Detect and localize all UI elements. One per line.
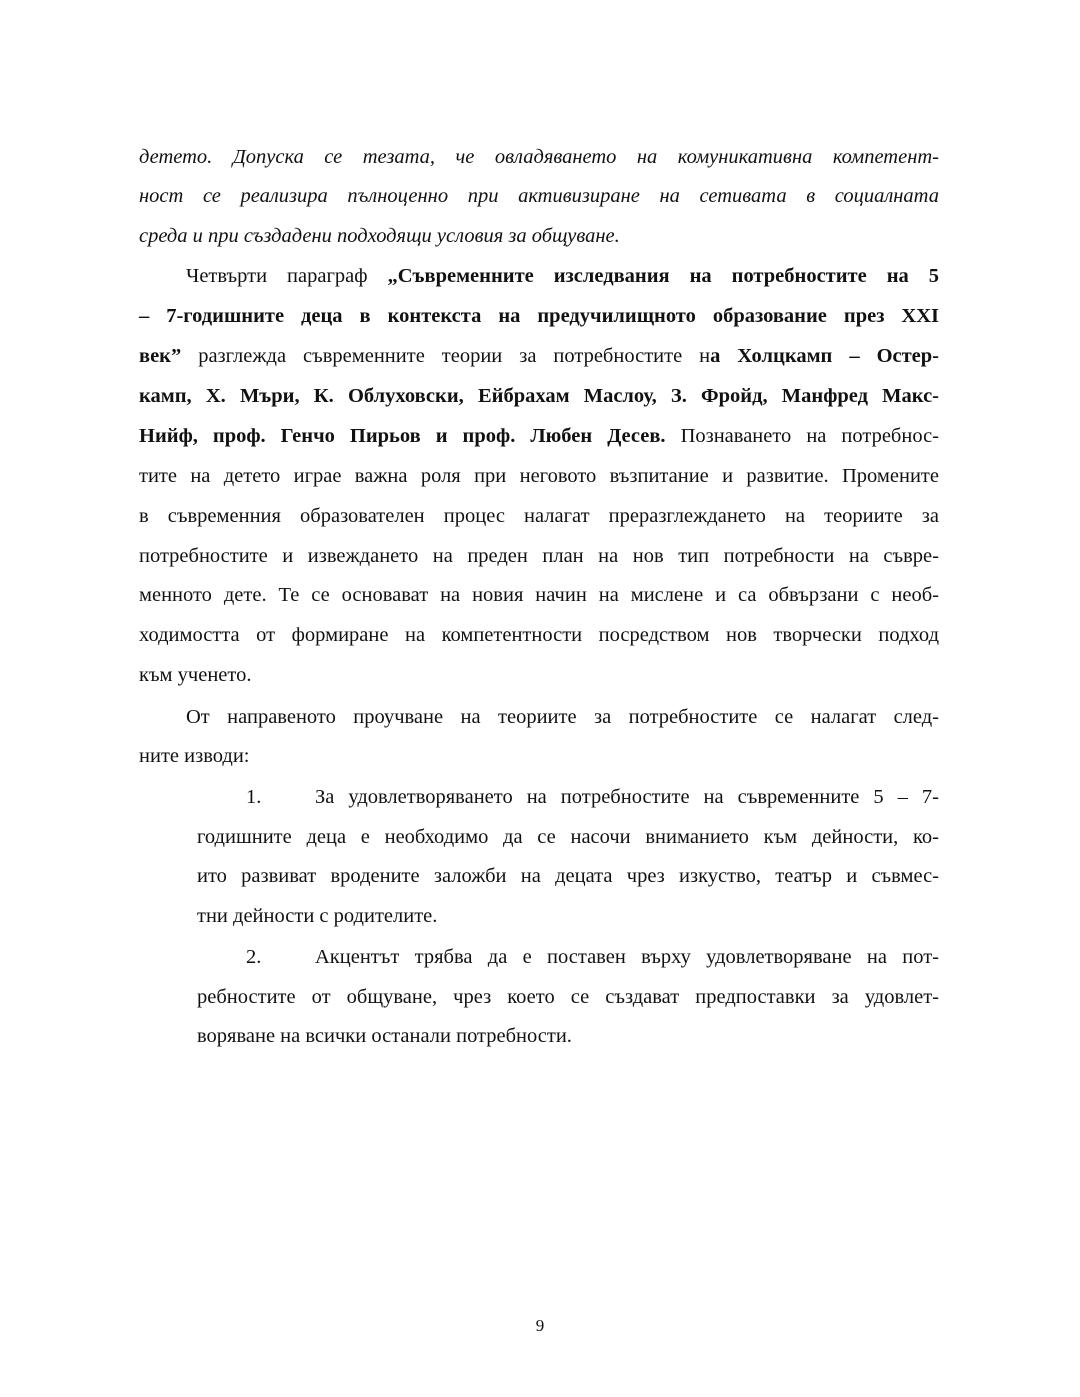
paragraph-line: ните изводи: [139, 745, 250, 767]
list-item-line: Акцентът трябва да е поставен върху удовлетворяване на пот- [315, 946, 939, 968]
section-title-line: – 7-годишните деца в контекста на предучилищното образование през XXI [139, 305, 939, 327]
list-number: 1. [246, 786, 262, 808]
paragraph-text: Четвърти параграф [186, 265, 388, 287]
paragraph-line [139, 342, 939, 370]
paragraph-line: ходимостта от формиране на компетентности посредством нов творчески подход [139, 624, 939, 646]
paragraph-text: Познаването на потребнос- [665, 425, 940, 447]
list-item-line: тни дейности с родителите. [197, 905, 438, 927]
section-title-bold: „Съвременните изследвания на потребностите на 5 [387, 265, 939, 287]
list-item-line: воряване на всички останали потребности. [197, 1025, 572, 1047]
list-item-line: За удовлетворяването на потребностите на съвременните 5 – 7- [315, 786, 939, 808]
paragraph-line: в съвременния образователен процес налагат преразглеждането на теориите за [139, 505, 939, 527]
paragraph-text: разглежда съвременните теории за потребностите н [181, 345, 711, 367]
authors-bold: Нийф, проф. Генчо Пирьов и проф. Любен Десев. [139, 425, 666, 447]
authors-line: камп, Х. Мъри, К. Облуховски, Ейбрахам Маслоу, З. Фройд, Манфред Макс- [139, 385, 939, 407]
paragraph-line: менното дете. Те се основават на новия начин на мислене и са обвързани с необ- [139, 584, 939, 606]
paragraph-line: От направеното проучване на теориите за потребностите се налагат след- [186, 706, 939, 728]
intro-line: ност се реализира пълноценно при активизиране на сетивата в социалната [139, 185, 939, 207]
section-title-bold: век” [139, 345, 182, 367]
paragraph-line [186, 262, 939, 290]
intro-line: детето. Допуска се тезата, че овладяването на комуникативна компетент- [139, 146, 939, 168]
list-item-line: ребностите от общуване, чрез което се създават предпоставки за удовлет- [197, 986, 939, 1008]
list-number: 2. [246, 946, 262, 968]
paragraph-line: към ученето. [139, 664, 252, 686]
paragraph-line [139, 422, 939, 450]
list-item-line: годишните деца е необходимо да се насочи вниманието към дейности, ко- [197, 826, 939, 848]
list-item-line: ито развиват вродените заложби на децата чрез изкуство, театър и съвмес- [197, 865, 939, 887]
authors-bold: а Холцкамп – Остер- [710, 345, 940, 367]
intro-line: среда и при създадени подходящи условия за общуване. [139, 225, 620, 247]
paragraph-line: потребностите и извеждането на преден план на нов тип потребности на съвре- [139, 545, 939, 567]
paragraph-line: тите на детето играе важна роля при неговото възпитание и развитие. Промените [139, 465, 939, 487]
page-number: 9 [535, 1316, 545, 1335]
